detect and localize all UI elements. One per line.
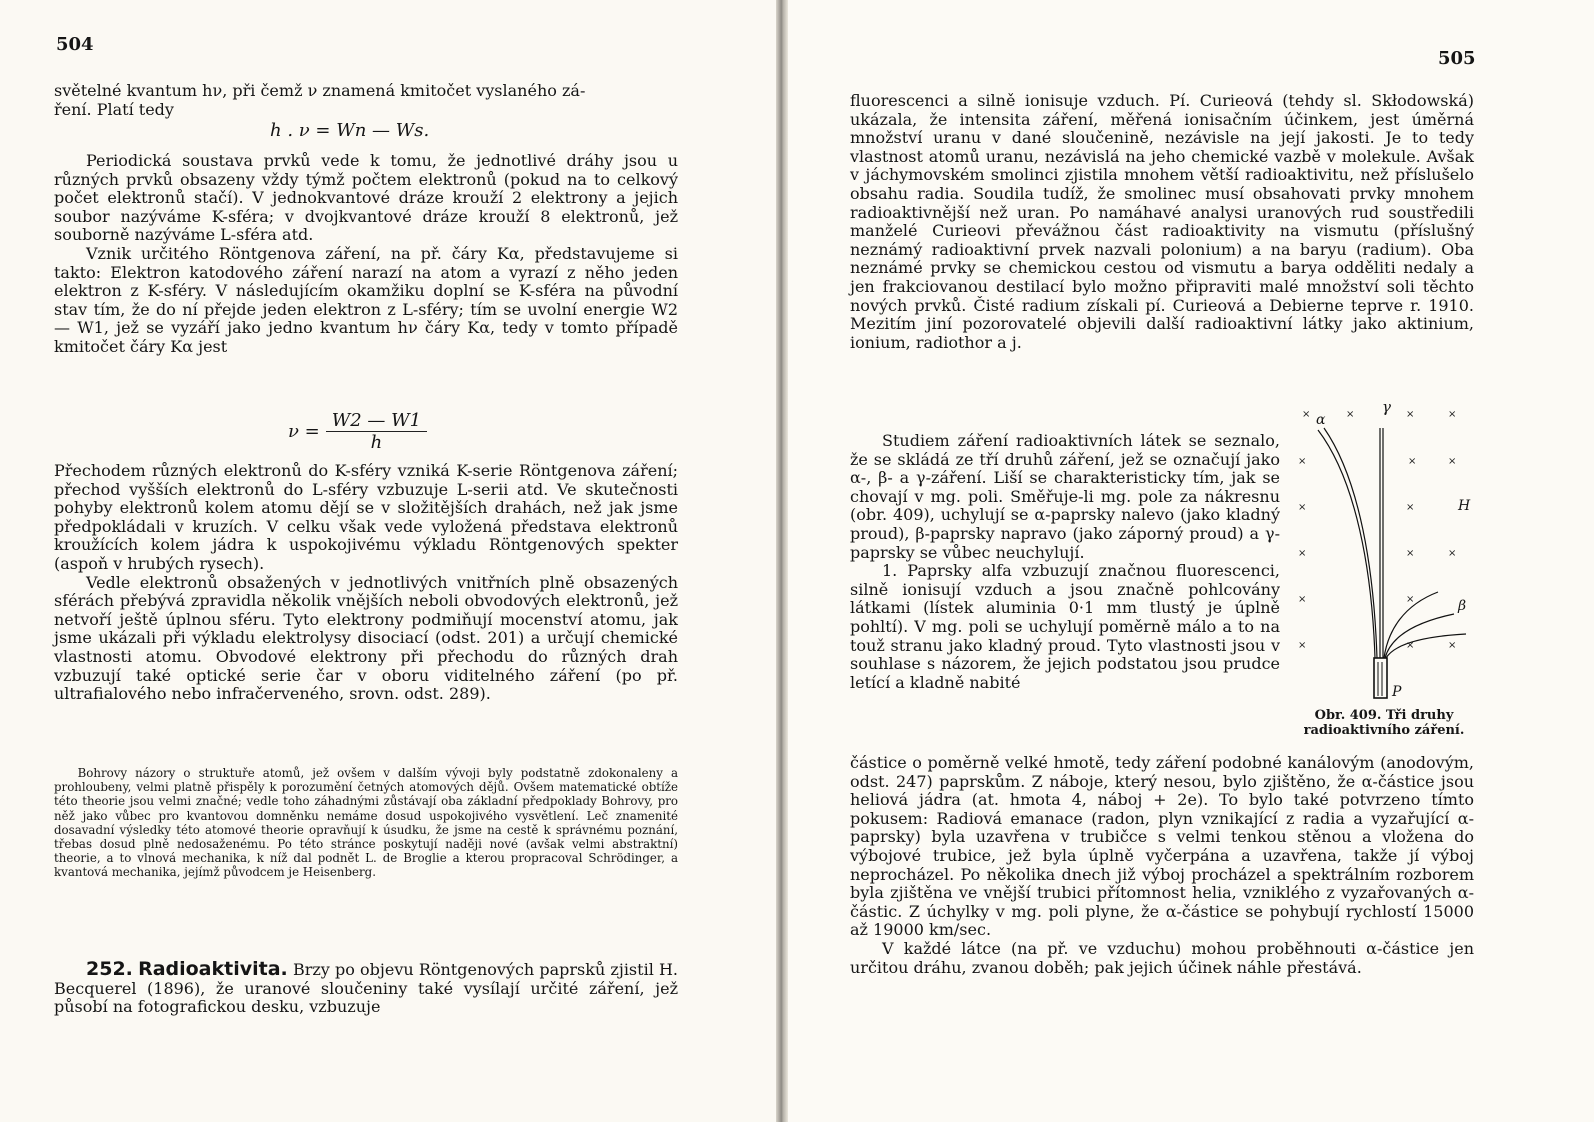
caption-line-2: radioaktivního záření. [1303,723,1465,738]
footnote-text: Bohrovy názory o struktuře atomů, jež ovšem v dalším vývoji byly podstatně zdokonaleny a prohloubeny, velmi platně přispěly k porozumění četných atomových dějů. Ovšem matematické obtíže této theorie jsou velmi značné; vedle toho záhadnými zůstávají oba základní předpoklady Bohrovy, pro něž jako vůbec pro kvantovou domněnku nemáme dosud uspokojivého vysvětlení. Leč znamenité dosavadní výsledky této atomové theorie opravňují k úsudku, že jsme na cestě k správnému poznání, třebas dosud plně nedosaženému. Po této stránce poskytují naději nové (avšak velmi abstraktní) theorie, a to vlnová mechanika, k níž dal podnět L. de Broglie a kterou propracoval Schrödinger, a kvantová mechanika, jejímž původcem je Heisenberg. [54,766,678,880]
left-page [0,0,776,1122]
intro-line-2: ření. Platí tedy [54,99,174,119]
svg-text:×: × [1448,548,1457,559]
svg-text:×: × [1406,594,1415,605]
paragraph-block-helium [850,754,1474,977]
section-intro-text: Brzy po objevu Röntgenových paprsků zjistil H. Becquerel (1896), že uranové sloučeniny také vysílají určité záření, jež působí na fotografickou desku, vzbuzuje [54,960,679,1017]
label-p: P [1392,684,1402,700]
label-gamma: γ [1382,398,1391,416]
svg-text:×: × [1408,456,1417,467]
svg-text:×: × [1448,640,1457,651]
paragraph-block-2 [54,462,678,704]
section-radioactivity [54,960,678,1017]
label-h: H [1458,498,1471,514]
paragraph-curie [850,92,1474,352]
svg-text:×: × [1406,548,1415,559]
svg-text:×: × [1298,502,1307,513]
caption-line-1: Obr. 409. Tři druhy [1314,708,1454,723]
label-beta: β [1458,598,1467,614]
paragraph-curie-text: fluorescenci a silně ionisuje vzduch. Pí. Curieová (tehdy sl. Skłodowská) ukázala, že intensita záření, měřená ionisačním účinkem, jest úměrná množství uranu v dané sloučenině, nezávisle na její jakosti. Je to tedy vlastnost atomů uranu, nezávislá na jeho chemické vazbě v molekule. Avšak v jáchymovském smolinci zjistila mnohem větší radioaktivitu, než příslušelo obsahu radia. Soudila tudíž, že smolinec musí obsahovati prvky mnohem radioaktivnější než uran. Po namáhavé analysi uranových rud soustředili manželé Curieovi převážnou část radioaktivity na vismutu (příslušný neznámý radioaktivní prvek nazvali polonium) a na baryu (radium). Oba neznámé prvky se chemickou cestou od vismutu a barya odděliti nedaly a jen frakciovanou destilací bylo možno připraviti malé množství soli těchto nových prvků. Čisté radium získali pí. Curieová a Debierne teprve r. 1910. Mezitím jiní pozorovatelé objevili další radioaktivní látky jako aktinium, ionium, radiothor a j. [850,91,1474,352]
svg-text:×: × [1346,409,1355,420]
paragraph-range: V každé látce (na př. ve vzduchu) mohou proběhnouti α-částice jen určitou dráhu, zvanou doběh; pak jejich účinek náhle přestává. [850,938,1474,977]
footnote-bohr [54,766,678,880]
equation-denominator: h [370,432,383,453]
equation-frequency-lhs: ν = [288,421,320,442]
equation-frequency [288,410,427,453]
equation-fraction [326,410,427,453]
equation-energy: h . ν = Wn — Ws. [270,120,430,141]
svg-text:×: × [1302,409,1311,420]
page-number-left: 504 [56,34,94,55]
intro-text [54,82,678,119]
page-number-right: 505 [1438,48,1476,69]
label-alpha: α [1316,412,1326,428]
section-number: 252. [86,958,133,980]
paragraph-roentgen-origin: Vznik určitého Röntgenova záření, na př. čáry Kα, představujeme si takto: Elektron katodového záření narazí na atom a vyrazí z něho jeden elektron z K-sféry. V následujícím okamžiku doplní se K-sféra na původní stav tím, že do ní přejde jeden elektron z L-sféry; tím se uvolní energie W2 — W1, jež se vyzáří jako jedno kvantum hν čáry Kα, tedy v tomto případě kmitočet čáry Kα jest [54,243,678,356]
paragraph-block-radiation [850,432,1280,692]
paragraph-alpha-particles: částice o poměrně velké hmotě, tedy záření podobné kanálovým (anodovým, odst. 247) paprskům. Z náboje, který nesou, bylo zjištěno, že α-částice jsou heliová jádra (at. hmota 4, náboj + 2e). To bylo také potvrzeno tímto pokusem: Radiová emanace (radon, plyn vznikající z radia a vyzařující α-paprsky) byla uzavřena v trubičce s velmi tenkou stěnou a vložena do výbojové trubice, jež byla úplně vyčerpána a uzavřena, takže jí výboj neprocházel. Po několika dnech již výboj procházel a spektrálním rozborem byla zjištěna ve vnější trubici přítomnost helia, vzniklého z vyzařovaných α-částic. Z úchylky v mg. poli plyne, že α-částice se pohybují rychlostí 15000 až 19000 km/sec. [850,753,1474,940]
right-page [788,0,1594,1122]
radiation-diagram [1288,400,1478,706]
book-gutter [776,0,788,1122]
paragraph-alpha-rays: 1. Paprsky alfa vzbuzují značnou fluorescenci, silně ionisují vzduch a jsou značně pohlcovány látkami (lístek aluminia 0·1 mm tlustý je úplně pohltí). V mg. poli se uchylují poměrně málo a to na touž stranu jako kladný proud. Tyto vlastnosti jsou v souhlase s názorem, že jejich podstatou jsou prudce letící a kladně nabité [850,561,1280,692]
svg-text:×: × [1298,456,1307,467]
svg-text:×: × [1406,640,1415,651]
paragraph-k-series: Přechodem různých elektronů do K-sféry vzniká K-serie Röntgenova záření; přechod vyšších elektronů do L-sféry vzbuzuje L-serii atd. Ve skutečnosti pohyby elektronů kolem atomu dějí se v složitějších drahách, než jak jsme předpokládali v kruzích. V celku však vede vyložená představa elektronů kroužících kolem jádra k uspokojivému výkladu Röntgenových spekter (aspoň v hrubých rysech). [54,461,678,573]
svg-text:×: × [1406,409,1415,420]
paragraph-valence-electrons: Vedle elektronů obsažených v jednotlivých vnitřních plně obsazených sférách přebývá zpravidla několik vnějších neboli obvodových elektronů, jež netvoří ještě úplnou sféru. Tyto elektrony podmiňují mocenství atomu, jak jsme ukázali při výkladu elektrolysy disociací (odst. 201) a určují chemické vlastnosti atomu. Obvodové elektrony při přechodu do různých drah vzbuzují také optické serie čar v oboru viditelného záření (po př. ultrafialového nebo infračerveného, srovn. odst. 289). [54,572,678,704]
figure-caption [1286,708,1482,738]
figure-409 [1288,400,1478,706]
svg-text:×: × [1406,502,1415,513]
paragraph-periodic-system: Periodická soustava prvků vede k tomu, že jednotlivé dráhy jsou u různých prvků obsazeny vždy týmž počtem elektronů (pokud na to celkový počet elektronů stačí). V jednokvantové dráze krouží 2 elektrony a jejich soubor nazýváme K-sféra; v dvojkvantové dráze krouží 8 elektronů, jež souborně nazýváme L-sféra atd. [54,151,678,245]
svg-text:×: × [1298,548,1307,559]
svg-text:×: × [1298,594,1307,605]
section-title: Radioaktivita. [138,958,288,980]
paragraph-three-radiations: Studiem záření radioaktivních látek se seznalo, že se skládá ze tří druhů záření, jež se označují jako α-, β- a γ-záření. Liší se charakteristicky tím, jak se chovají v mg. poli. Směřuje-li mg. pole za nákresnu (obr. 409), uchylují se α-paprsky nalevo (jako kladný proud), β-paprsky napravo (jako záporný proud) a γ-paprsky se vůbec neuchylují. [850,431,1280,562]
svg-text:×: × [1448,456,1457,467]
equation-numerator: W2 — W1 [326,410,427,432]
svg-text:×: × [1298,640,1307,651]
intro-line-1: světelné kvantum hν, při čemž ν znamená kmitočet vyslaného zá- [54,81,586,100]
svg-text:×: × [1448,409,1457,420]
paragraph-block-1 [54,152,678,357]
